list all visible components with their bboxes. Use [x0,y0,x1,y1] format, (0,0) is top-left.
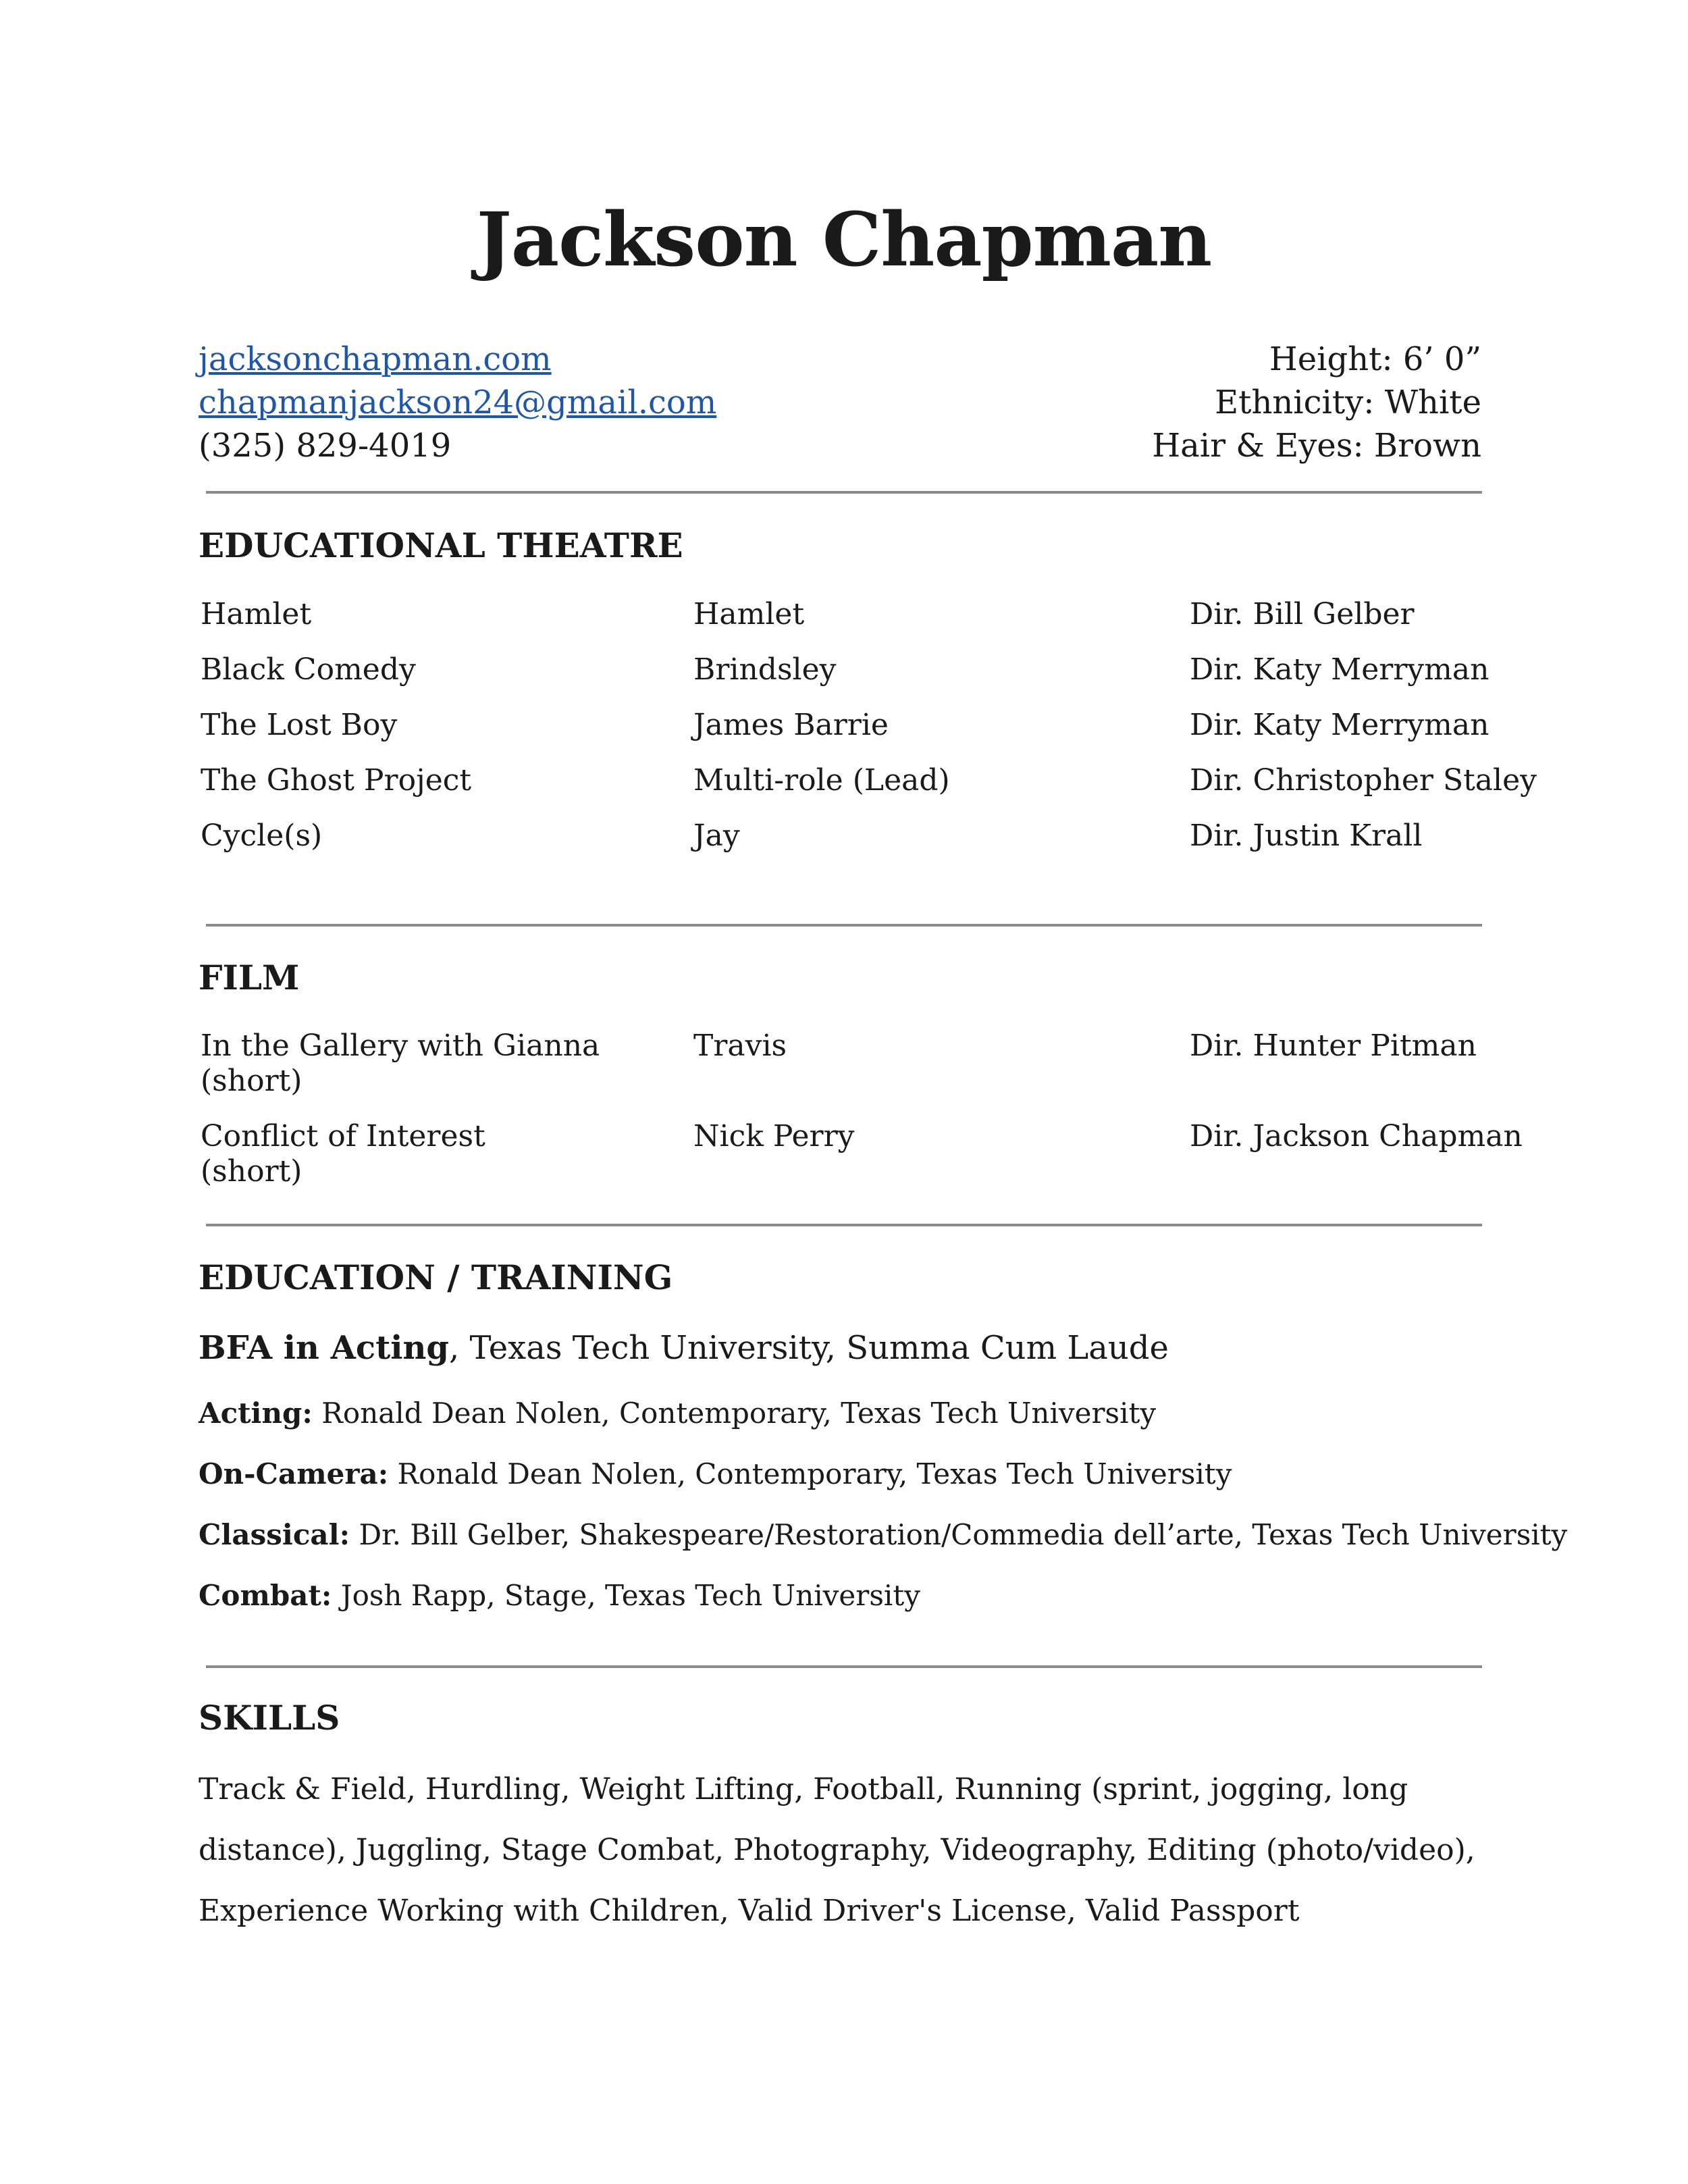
email-link[interactable]: chapmanjackson24@gmail.com [199,384,717,421]
film-director: Dir. Hunter Pitman [1190,1029,1477,1063]
theatre-role: Jay [693,818,740,853]
degree-name: BFA in Acting [199,1329,449,1367]
theatre-director: Dir. Justin Krall [1190,818,1423,853]
training-line [199,1579,920,1612]
website-link[interactable]: jacksonchapman.com [199,340,552,378]
hair-eyes-stat: Hair & Eyes: Brown [1152,427,1481,465]
film-director: Dir. Jackson Chapman [1190,1119,1523,1153]
film-title [201,1029,600,1099]
film-role: Nick Perry [693,1119,855,1153]
degree-details: , Texas Tech University, Summa Cum Laude [448,1329,1169,1367]
section-heading-film: FILM [199,958,300,997]
theatre-director: Dir. Bill Gelber [1190,597,1415,631]
theatre-director: Dir. Katy Merryman [1190,652,1489,687]
stats-block [1152,338,1481,467]
training-line [199,1457,1232,1490]
divider [206,924,1482,927]
skills-list: Track & Field, Hurdling, Weight Lifting, Football, Running (sprint, jogging, long distance), Juggling, Stage Combat, Photography, Videography, Editing (photo/video), Experience Working with Children, Valid Driver's License, Valid Passport [199,1772,1475,1928]
theatre-director: Dir. Christopher Staley [1190,763,1537,798]
training-text: Dr. Bill Gelber, Shakespeare/Restoration/Commedia dell’arte, Texas Tech University [350,1518,1568,1551]
degree-line [199,1329,1169,1367]
training-text: Ronald Dean Nolen, Contemporary, Texas Tech University [312,1397,1157,1430]
training-label: Classical: [199,1518,350,1551]
theatre-role: Hamlet [693,597,805,631]
training-text: Josh Rapp, Stage, Texas Tech University [332,1579,920,1612]
theatre-title: Black Comedy [201,652,416,687]
divider [206,1224,1482,1226]
film-title [201,1119,485,1189]
training-label: On-Camera: [199,1457,389,1490]
film-title-text: In the Gallery with Gianna [201,1029,600,1063]
phone-number: (325) 829-4019 [199,427,452,465]
theatre-title: Cycle(s) [201,818,323,853]
training-label: Combat: [199,1579,332,1612]
theatre-role: Multi-role (Lead) [693,763,950,798]
training-line [199,1397,1156,1430]
training-text: Ronald Dean Nolen, Contemporary, Texas Tech University [388,1457,1232,1490]
divider [206,491,1482,494]
theatre-title: Hamlet [201,597,312,631]
divider [206,1665,1482,1668]
theatre-director: Dir. Katy Merryman [1190,708,1489,742]
section-heading-education: EDUCATION / TRAINING [199,1257,673,1297]
film-role: Travis [693,1029,787,1063]
training-line [199,1518,1567,1551]
training-label: Acting: [199,1397,313,1430]
section-heading-educational-theatre: EDUCATIONAL THEATRE [199,525,683,565]
theatre-role: Brindsley [693,652,837,687]
page-title: Jackson Chapman [476,196,1212,283]
theatre-role: James Barrie [693,708,889,742]
film-title-note: (short) [201,1064,302,1098]
height-stat: Height: 6’ 0” [1269,340,1481,378]
theatre-title: The Lost Boy [201,708,398,742]
section-heading-skills: SKILLS [199,1698,340,1738]
contact-block [199,338,716,467]
film-title-note: (short) [201,1154,302,1189]
ethnicity-stat: Ethnicity: White [1215,384,1481,421]
theatre-title: The Ghost Project [201,763,472,798]
film-title-text: Conflict of Interest [201,1119,485,1153]
